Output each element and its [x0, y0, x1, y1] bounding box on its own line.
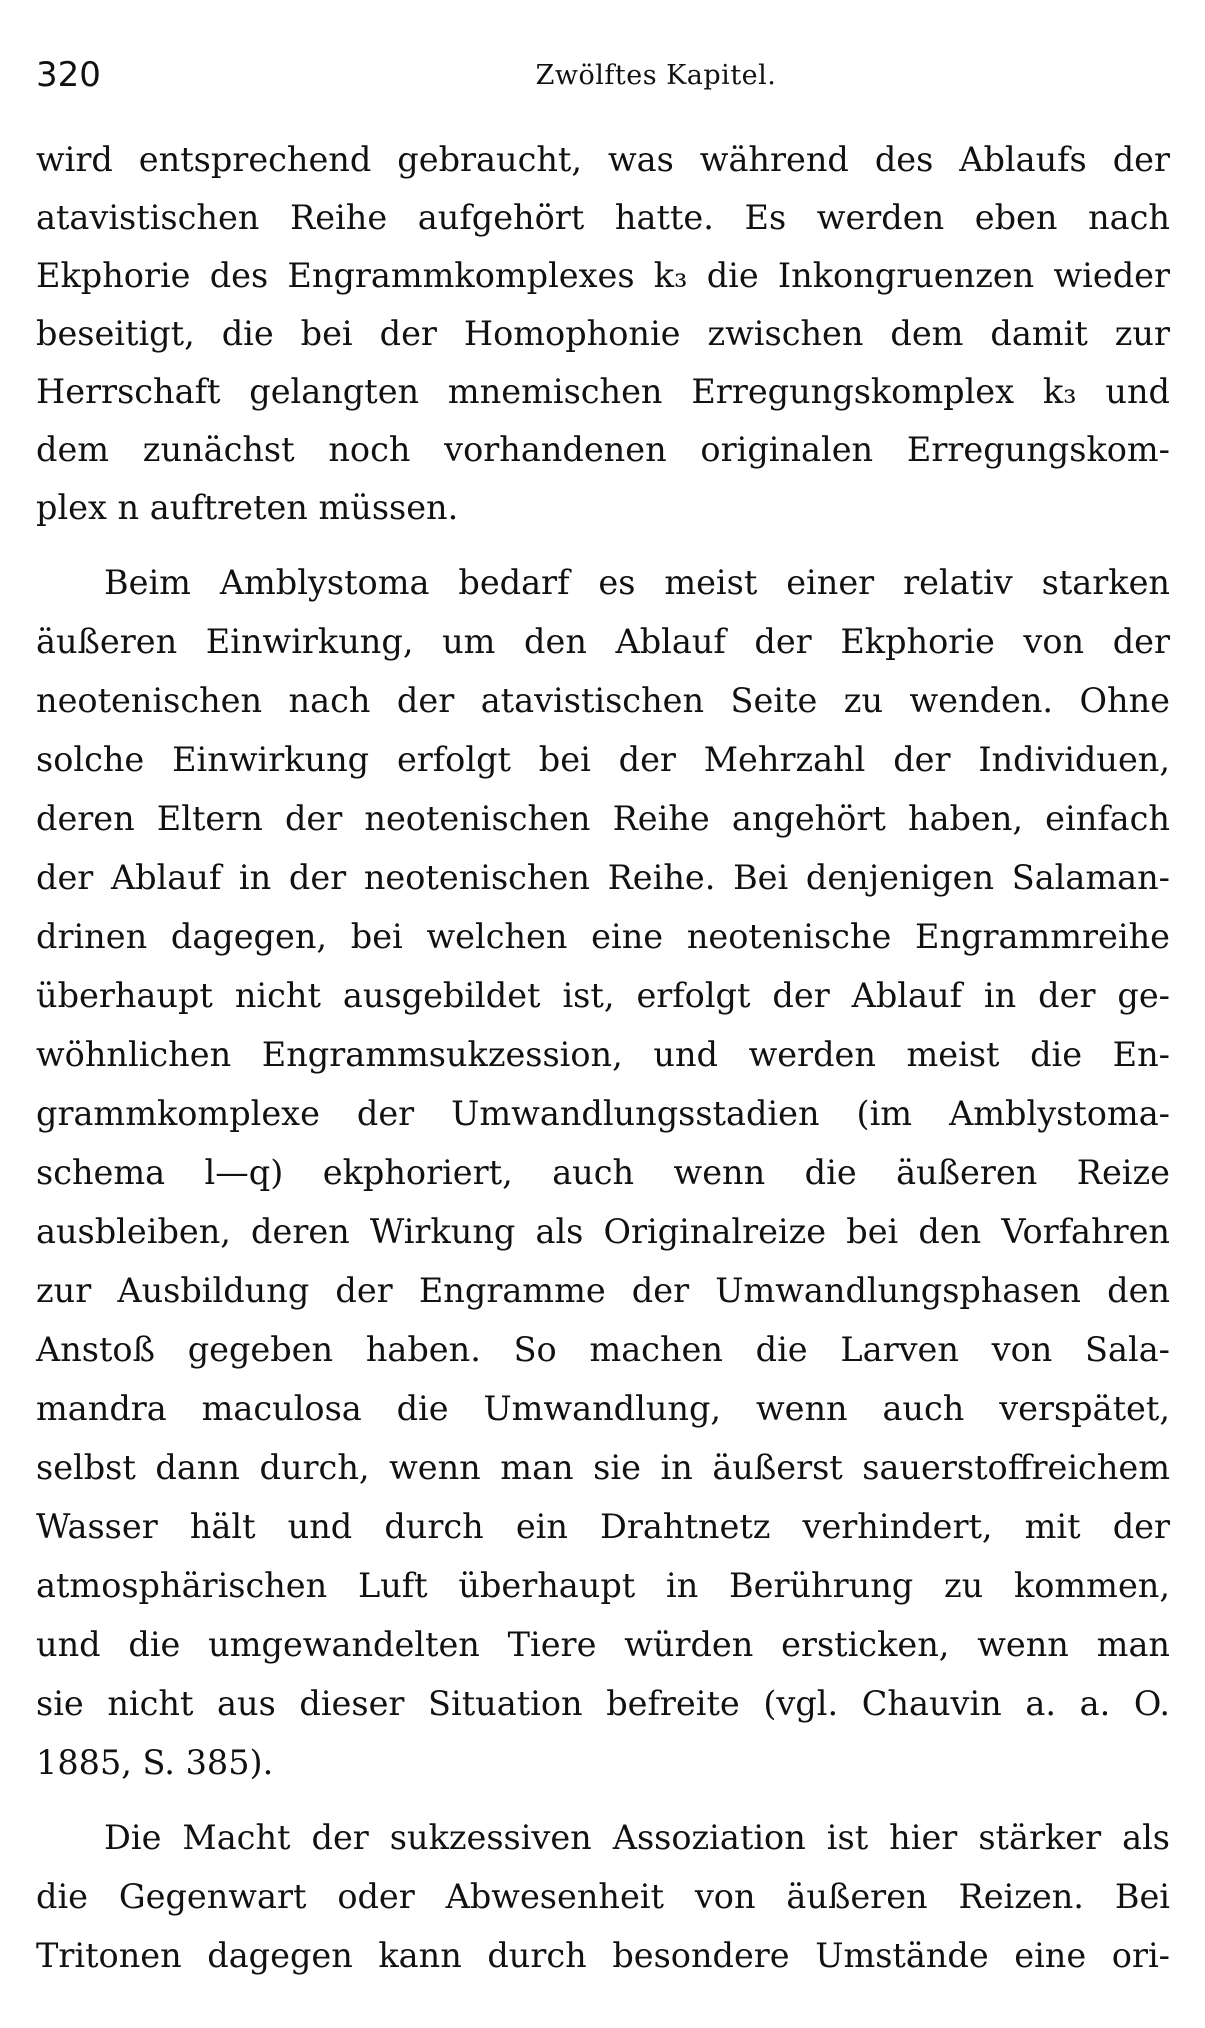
running-head — [36, 50, 1166, 100]
page-number: 320 — [36, 55, 101, 95]
text-line: 1885, S. 385). — [36, 1743, 274, 1782]
text-line: überhaupt nicht ausgebildet ist, erfolgt der Ablauf in der ge- — [36, 976, 1170, 1015]
text-line: drinen dagegen, bei welchen eine neotenische Engrammreihe — [36, 917, 1170, 956]
text-line: Ekphorie des Engrammkomplexes k₃ die Inkongruenzen wieder — [36, 256, 1170, 295]
text-line: selbst dann durch, wenn man sie in äußerst sauerstoffreichem — [36, 1448, 1170, 1487]
text-line: plex n auftreten müssen. — [36, 488, 459, 527]
text-line: Anstoß gegeben haben. So machen die Larven von Sala- — [36, 1330, 1170, 1369]
text-line: zur Ausbildung der Engramme der Umwandlungsphasen den — [36, 1271, 1170, 1310]
text-line: wöhnlichen Engrammsukzession, und werden meist die En- — [36, 1035, 1170, 1074]
text-line: deren Eltern der neotenischen Reihe angehört haben, einfach — [36, 799, 1170, 838]
text-line: ausbleiben, deren Wirkung als Originalreize bei den Vorfahren — [36, 1212, 1170, 1251]
text-line: neotenischen nach der atavistischen Seite zu wenden. Ohne — [36, 681, 1170, 720]
text-line: Beim Amblystoma bedarf es meist einer relativ starken — [104, 563, 1170, 602]
text-line: grammkomplexe der Umwandlungsstadien (im Amblystoma- — [36, 1094, 1170, 1133]
text-line: Herrschaft gelangten mnemischen Erregungskomplex k₃ und — [36, 372, 1170, 411]
text-line: dem zunächst noch vorhandenen originalen Erregungskom- — [36, 430, 1170, 469]
chapter-title: Zwölftes Kapitel. — [535, 60, 777, 91]
text-line: äußeren Einwirkung, um den Ablauf der Ekphorie von der — [36, 622, 1170, 661]
text-line: Tritonen dagegen kann durch besondere Umstände eine ori- — [36, 1936, 1170, 1975]
text-line: und die umgewandelten Tiere würden ersticken, wenn man — [36, 1625, 1170, 1664]
text-line: sie nicht aus dieser Situation befreite (vgl. Chauvin a. a. O. — [36, 1684, 1170, 1723]
text-line: Die Macht der sukzessiven Assoziation ist hier stärker als — [104, 1818, 1170, 1857]
text-line: mandra maculosa die Umwandlung, wenn auch verspätet, — [36, 1389, 1170, 1428]
text-line: wird entsprechend gebraucht, was während des Ablaufs der — [36, 140, 1170, 179]
text-line: solche Einwirkung erfolgt bei der Mehrzahl der Individuen, — [36, 740, 1170, 779]
text-line: Wasser hält und durch ein Drahtnetz verhindert, mit der — [36, 1507, 1170, 1546]
text-line: atmosphärischen Luft überhaupt in Berührung zu kommen, — [36, 1566, 1170, 1605]
text-line: die Gegenwart oder Abwesenheit von äußeren Reizen. Bei — [36, 1877, 1170, 1916]
text-line: schema l—q) ekphoriert, auch wenn die äußeren Reize — [36, 1153, 1170, 1192]
text-line: der Ablauf in der neotenischen Reihe. Bei denjenigen Salaman- — [36, 858, 1170, 897]
text-line: atavistischen Reihe aufgehört hatte. Es werden eben nach — [36, 198, 1170, 237]
text-line: beseitigt, die bei der Homophonie zwischen dem damit zur — [36, 314, 1170, 353]
